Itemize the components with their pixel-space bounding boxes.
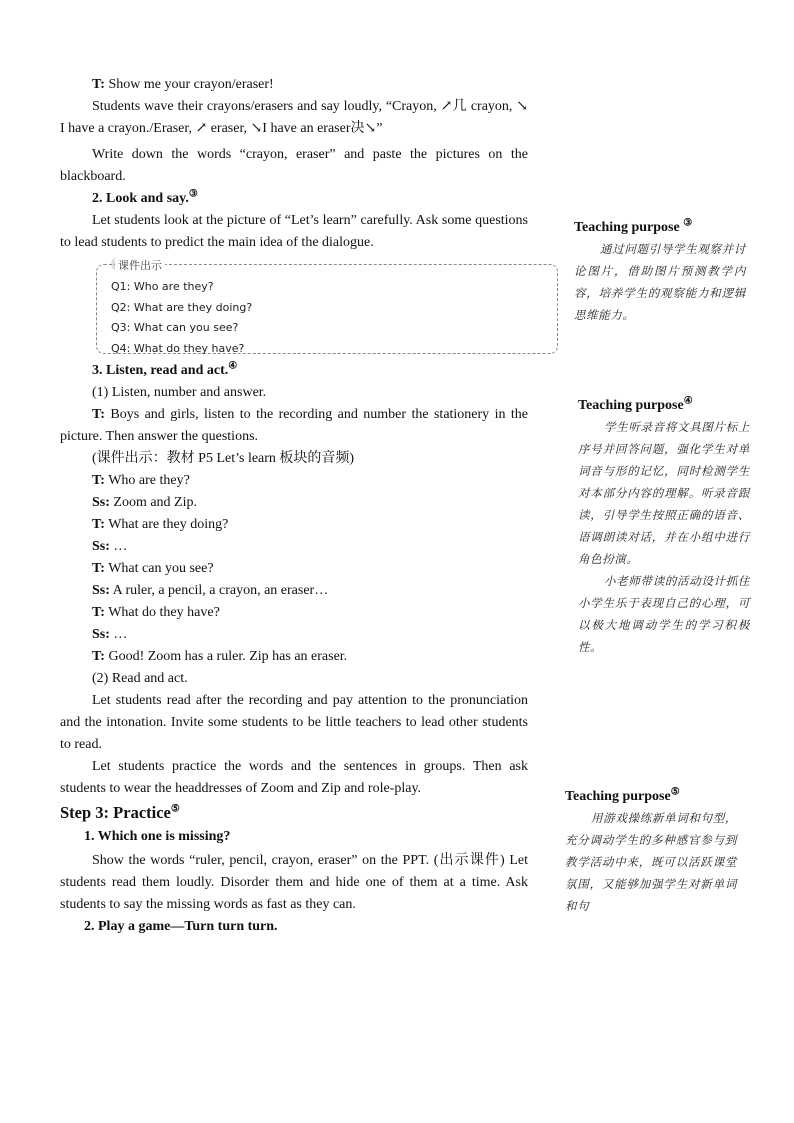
courseware-label: 课件出示	[115, 257, 165, 273]
paragraph-read-after: Let students read after the recording and pay attention to the pronunciation and the intonation. Invite some students to be little teachers to lead other students to read.	[60, 693, 528, 752]
courseware-box	[96, 259, 558, 355]
purpose-text: 用游戏操练新单词和句型，充分调动学生的多种感官参与到教学活动中来，既可以活跃课堂氛围，又能够加强学生对新单词和句	[565, 811, 737, 913]
dialogue-line: T: Who are they?	[92, 473, 190, 488]
dialogue-line: Ss: …	[92, 627, 128, 642]
subheading-listen: (1) Listen, number and answer.	[92, 385, 267, 400]
footnote-mark: ⑤	[170, 803, 180, 815]
footnote-mark: ④	[228, 360, 238, 372]
dialogue-line: T: What do they have?	[92, 605, 220, 620]
question-item: Q3: What can you see?	[111, 321, 239, 334]
purpose-title: Teaching purpose④	[578, 395, 693, 413]
dialogue-line: Ss: Zoom and Zip.	[92, 495, 198, 510]
dialogue-line: T: What can you see?	[92, 561, 214, 576]
teaching-purpose-3	[574, 218, 746, 326]
teaching-purpose-4	[578, 396, 750, 658]
dialogue-line: Ss: …	[92, 539, 128, 554]
speaker-label: T:	[92, 407, 105, 422]
teacher-instruction: T: Boys and girls, listen to the recording and number the stationery in the picture. Then answer the questions.	[60, 407, 529, 444]
dialogue	[60, 470, 528, 668]
heading-listen-read-act: 3. Listen, read and act.④	[92, 360, 238, 378]
teacher-command	[60, 74, 528, 96]
dialogue-line: T: What are they doing?	[92, 517, 229, 532]
question-item: Q4: What do they have?	[111, 341, 245, 355]
main-column	[60, 74, 528, 938]
teaching-purpose-5	[565, 787, 737, 917]
purpose-text: 通过问题引导学生观察并讨论图片，借助图片预测教学内容，培养学生的观察能力和逻辑思维能力。	[574, 242, 746, 322]
dialogue-line: T: Good! Zoom has a ruler. Zip has an eraser.	[92, 649, 348, 664]
command-text: Show me your crayon/eraser!	[108, 77, 274, 92]
heading-play-game: 2. Play a game—Turn turn turn.	[84, 919, 278, 934]
step3-heading: Step 3: Practice⑤	[60, 803, 180, 822]
question-list	[111, 277, 252, 359]
heading-look-and-say: 2. Look and say.③	[92, 188, 198, 206]
purpose-title: Teaching purpose⑤	[565, 786, 680, 804]
subheading-read-act: (2) Read and act.	[92, 671, 188, 686]
paragraph-practice: Let students practice the words and the sentences in groups. Then ask students to wear the headdresses of Zoom and Zip and role-play.	[60, 759, 528, 796]
paragraph-show-words: Show the words “ruler, pencil, crayon, eraser” on the PPT. (出示课件) Let students read them loudly. Disorder them and hide one of them at a time. Ask students to say the missing words as fast as they can.	[60, 853, 528, 912]
question-item: Q2: What are they doing?	[111, 300, 253, 314]
purpose-text: 小老师带读的活动设计抓住小学生乐于表现自己的心理，可以极大地调动学生的学习积极性。	[578, 574, 750, 654]
speaker-label: T:	[92, 77, 105, 92]
paragraph-wave: Students wave their crayons/erasers and say loudly, “Crayon, ↗几 crayon, ↘ I have a crayon./Eraser, ↗ eraser, ↘I have an eraser决↘”	[60, 99, 528, 136]
purpose-title: Teaching purpose ③	[574, 217, 693, 235]
footnote-mark: ③	[188, 188, 198, 200]
courseware-note: (课件出示：教材 P5 Let’s learn 板块的音频)	[92, 451, 355, 466]
purpose-text: 学生听录音将文具图片标上序号并回答问题，强化学生对单词音与形的记忆，同时检测学生对本部分内容的理解。听录音跟读，引导学生按照正确的语音、语调朗读对话，并在小组中进行角色扮演。	[578, 420, 750, 566]
question-item: Q1: Who are they?	[111, 280, 214, 293]
paragraph-look: Let students look at the picture of “Let’s learn” carefully. Ask some questions to lead students to predict the main idea of the dialogue.	[60, 213, 528, 250]
paragraph-write: Write down the words “crayon, eraser” and paste the pictures on the blackboard.	[60, 147, 528, 184]
dialogue-line: Ss: A ruler, a pencil, a crayon, an eraser…	[92, 583, 329, 598]
heading-which-missing: 1. Which one is missing?	[84, 829, 231, 844]
